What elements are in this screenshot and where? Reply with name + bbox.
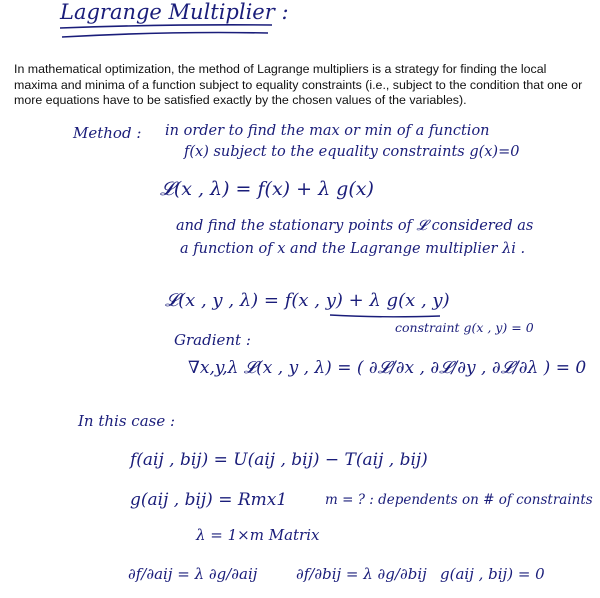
- derivative-b-equation: ∂f/∂bij = λ ∂g/∂bij: [296, 565, 427, 583]
- lagrangian-equation: 𝓛(x , λ) = f(x) + λ g(x): [160, 178, 374, 200]
- m-note: m = ? : dependents on # of constraints: [325, 492, 593, 508]
- derivative-a-equation: ∂f/∂aij = λ ∂g/∂aij: [128, 565, 258, 583]
- method-line-1: in order to find the max or min of a function: [165, 123, 490, 139]
- constraint-note: constraint g(x , y) = 0: [395, 320, 534, 335]
- lagrangian-xy-equation: 𝓛(x , y , λ) = f(x , y) + λ g(x , y): [165, 290, 450, 311]
- objective-equation: f(aij , bij) = U(aij , bij) − T(aij , bij): [130, 450, 428, 470]
- method-label: Method :: [73, 124, 142, 142]
- case-label: In this case :: [78, 412, 176, 430]
- method-line-4: a function of x and the Lagrange multiplier λi .: [180, 241, 526, 257]
- constraint-equation: g(aij , bij) = Rmx1: [130, 490, 288, 510]
- gradient-label: Gradient :: [174, 331, 251, 349]
- method-line-2: f(x) subject to the equality constraints g(x)=0: [184, 144, 520, 160]
- intro-paragraph: In mathematical optimization, the method of Lagrange multipliers is a strategy for finding the local maxima and minima of a function subject to equality constraints (i.e., subject to the condition that one or more equations have to be satisfied exactly by the chosen values of the variables).: [14, 62, 583, 107]
- gradient-equation: ∇x,y,λ 𝓛(x , y , λ) = ( ∂𝓛/∂x , ∂𝓛/∂y , ∂𝓛/∂λ ) = 0: [188, 358, 587, 378]
- lambda-equation: λ = 1×m Matrix: [196, 526, 320, 544]
- method-line-3: and find the stationary points of 𝓛 considered as: [176, 218, 534, 234]
- page-title: Lagrange Multiplier :: [60, 0, 289, 24]
- constraint-zero-equation: g(aij , bij) = 0: [440, 565, 545, 583]
